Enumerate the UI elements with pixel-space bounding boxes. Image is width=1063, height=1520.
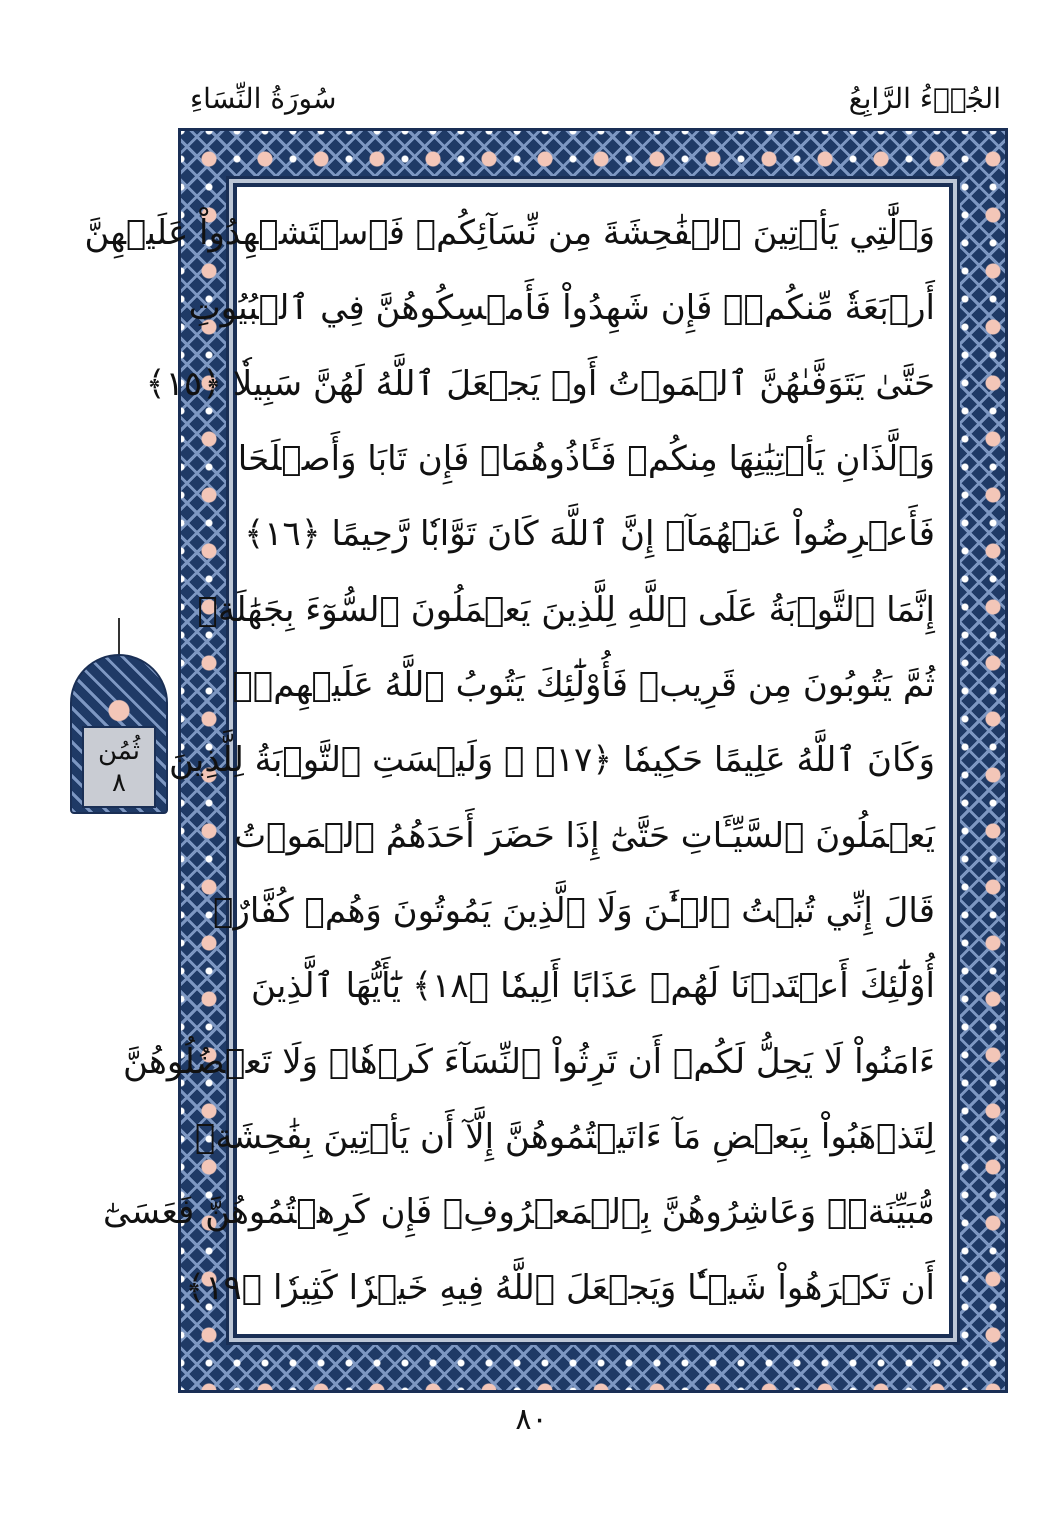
text-line: وَكَانَ ٱللَّهُ عَلِيمًا حَكِيمٗا ﴿١٧﴾ ۞ وَلَيۡسَتِ ٱلتَّوۡبَةُ لِلَّذِينَ — [169, 740, 935, 781]
text-line: ءَامَنُواْ لَا يَحِلُّ لَكُمۡ أَن تَرِثُواْ ٱلنِّسَآءَ كَرۡهٗاۖ وَلَا تَعۡضُلُوهُنَّ — [123, 1041, 935, 1082]
text-line: فَأَعۡرِضُواْ عَنۡهُمَآۗ إِنَّ ٱللَّهَ كَانَ تَوَّابٗا رَّحِيمًا ﴿١٦﴾ — [244, 514, 935, 555]
marker-word: ثُمُن — [97, 736, 141, 766]
text-line: أَرۡبَعَةٗ مِّنكُمۡۖ فَإِن شَهِدُواْ فَأَمۡسِكُوهُنَّ فِي ٱلۡبُيُوتِ — [188, 288, 935, 329]
text-line: مُّبَيِّنَةٖۚ وَعَاشِرُوهُنَّ بِٱلۡمَعۡرُوفِۚ فَإِن كَرِهۡتُمُوهُنَّ فَعَسَىٰٓ — [102, 1192, 935, 1233]
juz-title: الجُزۡءُ الرَّابِعُ — [848, 82, 1001, 115]
text-line: يَعۡمَلُونَ ٱلسَّيِّـَٔاتِ حَتَّىٰٓ إِذَا حَضَرَ أَحَدَهُمُ ٱلۡمَوۡتُ — [234, 815, 935, 856]
page-number: ٨٠ — [515, 1402, 548, 1437]
text-line: وَٱلَّذَانِ يَأۡتِيَٰنِهَا مِنكُمۡ فَـَٔاذُوهُمَاۖ فَإِن تَابَا وَأَصۡلَحَا — [237, 439, 935, 480]
text-line: حَتَّىٰ يَتَوَفَّىٰهُنَّ ٱلۡمَوۡتُ أَوۡ يَجۡعَلَ ٱللَّهُ لَهُنَّ سَبِيلٗا ﴿١٥﴾ — [145, 363, 935, 404]
text-line: أُوْلَٰٓئِكَ أَعۡتَدۡنَا لَهُمۡ عَذَابًا أَلِيمٗا ﴿١٨﴾ يَٰٓأَيُّهَا ٱلَّذِينَ — [251, 966, 935, 1007]
marker-label — [82, 726, 156, 808]
text-line: أَن تَكۡرَهُواْ شَيۡـٔٗا وَيَجۡعَلَ ٱللَّهُ فِيهِ خَيۡرٗا كَثِيرٗا ﴿١٩﴾ — [185, 1267, 935, 1308]
text-line: ثُمَّ يَتُوبُونَ مِن قَرِيبٖ فَأُوْلَٰٓئِكَ يَتُوبُ ٱللَّهُ عَلَيۡهِمۡۗ — [232, 665, 935, 706]
surah-title: سُورَةُ النِّسَاءِ — [190, 82, 337, 115]
marker-stem — [118, 618, 120, 656]
text-line: إِنَّمَا ٱلتَّوۡبَةُ عَلَى ٱللَّهِ لِلَّذِينَ يَعۡمَلُونَ ٱلسُّوٓءَ بِجَهَٰلَةٖ — [197, 589, 935, 630]
hizb-marker — [70, 618, 168, 814]
text-line: قَالَ إِنِّي تُبۡتُ ٱلۡـَٰٔنَ وَلَا ٱلَّذِينَ يَمُوتُونَ وَهُمۡ كُفَّارٌۚ — [213, 891, 935, 932]
marker-number: ٨ — [112, 768, 126, 798]
text-line: لِتَذۡهَبُواْ بِبَعۡضِ مَآ ءَاتَيۡتُمُوهُنَّ إِلَّآ أَن يَأۡتِينَ بِفَٰحِشَةٖ — [195, 1117, 935, 1158]
text-line: وَٱلَّٰتِي يَأۡتِينَ ٱلۡفَٰحِشَةَ مِن نِّسَآئِكُمۡ فَٱسۡتَشۡهِدُواْ عَلَيۡهِنَّ — [84, 213, 935, 253]
